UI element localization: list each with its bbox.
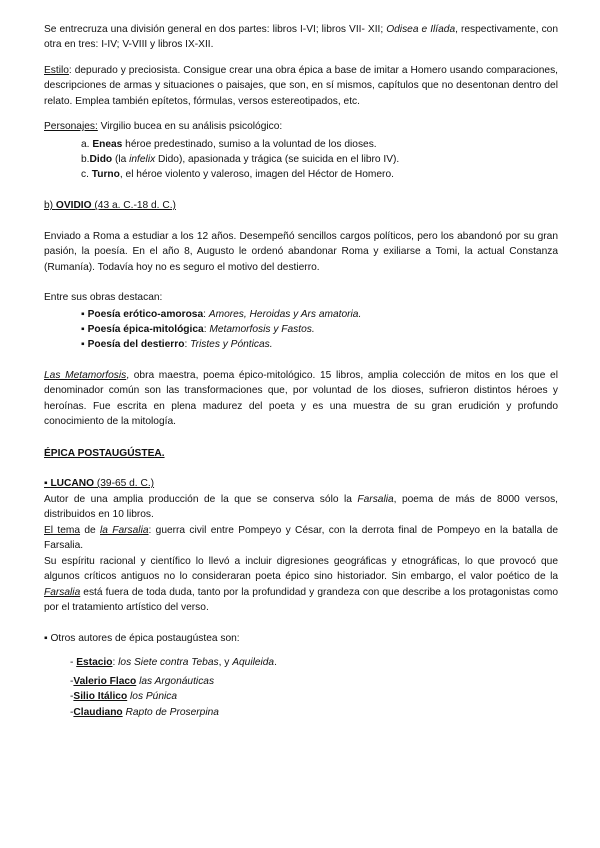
characters-list [81, 137, 399, 183]
otros-intro: ▪ Otros autores de épica postaugústea son: [44, 633, 240, 644]
lucano-bullet: ▪ [44, 478, 51, 489]
author-name: Silio Itálico [73, 691, 128, 703]
list-item: -Valerio Flaco las Argonáuticas [70, 676, 215, 688]
lucano-name: LUCANO [50, 478, 95, 489]
author-name: Estacio [76, 657, 113, 668]
list-item: -Silio Itálico los Púnica [70, 691, 178, 703]
list-item: ▪ Poesía épica-mitológica: Metamorfosis y Fastos. [81, 322, 361, 337]
tema-label: El tema [44, 525, 81, 536]
personajes-text: Virgilio bucea en su análisis psicológico: [97, 121, 283, 132]
metamorfosis-title: Las Metamorfosis [44, 370, 127, 381]
list-item: a. Eneas héroe predestinado, sumiso a la voluntad de los dioses. [81, 139, 377, 150]
list-item: ▪ Poesía erótico-amorosa: Amores, Heroidas y Ars amatoria. [81, 307, 361, 322]
estilo-paragraph [44, 63, 558, 109]
ovidio-name: OVIDIO [55, 200, 92, 211]
list-item: - Estacio: los Siete contra Tebas, y Aquileida. [70, 657, 277, 668]
metamorfosis-paragraph: Las Metamorfosis, obra maestra, poema épico-mitológico. 15 libros, amplia colección de mitos en los que el denominador común son las transformaciones que, por voluntad de los dioses, sufrieron distintos héroes y heroínas. Fue escrita en plena madurez del poeta y es una muestra de su gran erudición y profundo conocimiento de la mitología. [44, 370, 558, 428]
intro-text-a: Se entrecruza una división general en dos partes: libros I-VI; libros VII- XII; [44, 24, 387, 35]
otros-bullet: ▪ [44, 633, 51, 644]
lucano-paragraph-1: Autor de una amplia producción de la que se conserva sólo la Farsalia, poema de más de 8000 versos, distribuidos en 10 libros. [44, 494, 559, 521]
personajes-paragraph [44, 119, 558, 134]
ovidio-dates: (43 a. C.-18 d. C.) [91, 200, 176, 211]
personajes-label: Personajes: [44, 121, 98, 132]
list-item: ▪ Poesía del destierro: Tristes y Pónticas. [81, 337, 361, 352]
estilo-text: : depurado y preciosista. Consigue crear una obra épica a base de imitar a Homero usando comparaciones, descripciones de armas y situaciones o paisajes, que son, en sí mismos, capítulos que no desentonan dentro del relato. Emplea también epítetos, fórmulas, versos estereotipados, etc. [44, 65, 558, 107]
author-name: Claudiano [73, 706, 123, 718]
postaugustea-heading: ÉPICA POSTAUGÚSTEA. [44, 448, 165, 459]
list-item: b.Dido (la infelix Dido), apasionada y trágica (se suicida en el libro IV). [81, 154, 400, 166]
character-name: Dido [89, 154, 113, 166]
ovidio-works-intro: Entre sus obras destacan: [44, 292, 163, 303]
estilo-label: Estilo [44, 65, 69, 76]
author-name: Valerio Flaco [73, 676, 137, 688]
character-name: Turno [91, 169, 120, 181]
list-item: -Claudiano Rapto de Proserpina [70, 706, 219, 718]
intro-odisea-title: Odisea e Ilíada [386, 24, 456, 35]
ovidio-works-list [81, 307, 361, 353]
tema-paragraph: El tema de la Farsalia: guerra civil entre Pompeyo y César, con la derrota final de Pompeyo en la batalla de Farsalia. [44, 525, 558, 552]
lucano-heading [44, 476, 558, 491]
intro-paragraph [44, 22, 558, 53]
list-item: c. Turno, el héroe violento y valeroso, imagen del Héctor de Homero. [81, 169, 394, 181]
character-name: Eneas [92, 139, 123, 150]
ovidio-heading: b) OVIDIO (43 a. C.-18 d. C.) [44, 200, 176, 211]
other-authors-list [70, 655, 277, 720]
intro-text-b: , respectivamente, con otra en tres: I-IV; V-VIII y libros IX-XII. [44, 24, 558, 51]
lucano-dates: (39-65 d. C.) [94, 478, 155, 489]
lucano-paragraph-3: Su espíritu racional y científico lo llevó a incluir digresiones geográficas y etnográficas, lo que provocó que algunos críticos antiguos no lo consideraran poeta épico sino historiador. Sin embargo, el valor poético de la Farsalia está fuera de toda duda, tanto por la profundidad y grandeza con que describe a los protagonistas como por el tratamiento artístico del verso. [44, 556, 558, 614]
ovidio-bio-paragraph: Enviado a Roma a estudiar a los 12 años. Desempeñó sencillos cargos políticos, pero los abandonó por su gran pasión, la poesía. En el año 8, Augusto le ordenó abandonar Roma y exiliarse a Tomi, la actual Constanza (Rumanía). Todavía hoy no es seguro el motivo del destierro. [44, 231, 558, 273]
